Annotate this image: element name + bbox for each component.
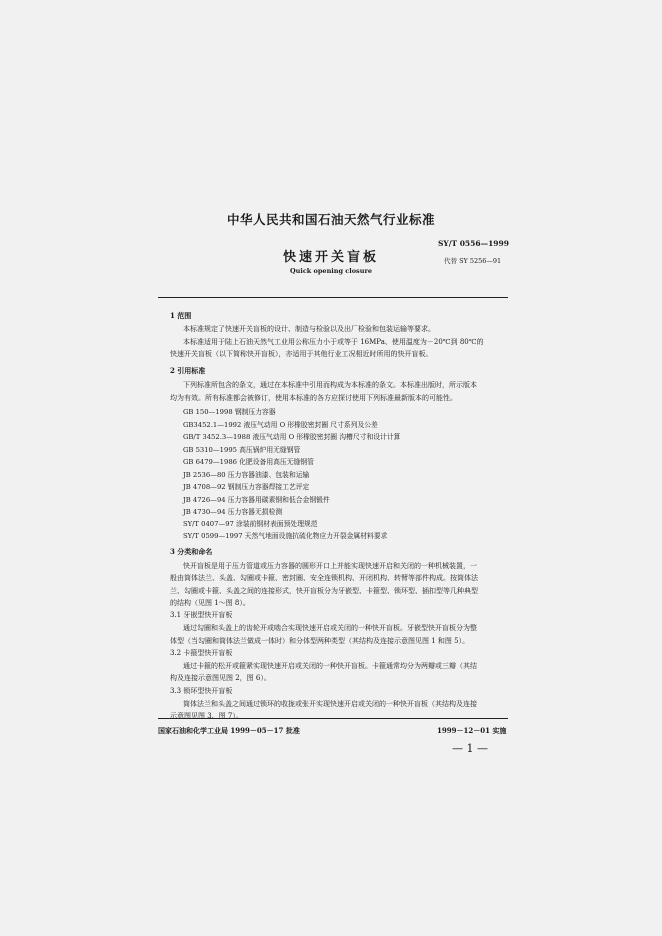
footer-divider	[158, 718, 508, 719]
section-3-paragraph: 兰、勾圈或卡箍、头盖之间的连接形式，快开盲板分为牙嵌型、卡箍型、锁环型、插扣型等几种典型	[170, 587, 478, 595]
reference-item: SY/T 0599—1997 天然气地面设施抗硫化物应力开裂金属材料要求	[183, 532, 388, 540]
subsection-3-1-paragraph: 体型（当勾圈和筒体法兰做成一体时）和分体型两种类型（其结构及连接示意图见图 1 和图 5）。	[170, 637, 470, 645]
reference-item: JB 4726—94 压力容器用碳素钢和低合金钢锻件	[183, 496, 330, 504]
reference-item: GB 5310—1995 高压锅炉用无缝钢管	[183, 446, 301, 454]
header-divider	[158, 297, 508, 298]
reference-item: JB 4708—92 钢制压力容器焊接工艺评定	[183, 483, 310, 491]
reference-item: GB/T 3452.3—1988 液压气动用 O 形橡胶密封圈 沟槽尺寸和设计计算	[183, 433, 401, 441]
section-3-paragraph: 的结构（见图 1～图 8）。	[170, 599, 250, 607]
section-3-paragraph: 般由筒体法兰、头盖、勾圈或卡箍、密封圈、安全连锁机构、开闭机构、转臂等部件构成。按筒体法	[170, 574, 478, 582]
subsection-3-2-paragraph: 通过卡箍的松开或箍紧实现快速开启或关闭的一种快开盲板。卡箍通常均分为两瓣或三瓣（其结	[183, 662, 477, 670]
subsection-3-1-paragraph: 通过勾圈和头盖上的齿轮开或啮合实现快速开启或关闭的一种快开盲板。牙嵌型快开盲板分为整	[183, 624, 477, 632]
reference-item: GB 150—1998 钢制压力容器	[183, 408, 276, 416]
replaces-standard: 代替 SY 5256—91	[444, 257, 502, 265]
section-1-paragraph: 本标准适用于陆上石油天然气工业用公称压力小于或等于 16MPa、使用温度为－20℃到 80℃的	[183, 338, 484, 346]
standard-organization: 中华人民共和国石油天然气行业标准	[226, 212, 435, 227]
document-title: 快速开关盲板	[282, 250, 379, 265]
section-2-heading: 2 引用标准	[170, 366, 206, 375]
section-1-heading: 1 范围	[170, 311, 192, 320]
subsection-3-2-paragraph: 构及连接示意图见图 2，图 6）。	[170, 674, 271, 682]
reference-item: JB 4730—94 压力容器无损检测	[183, 508, 283, 516]
section-3-heading: 3 分类和命名	[170, 547, 213, 556]
section-3-paragraph: 快开盲板是用于压力管道或压力容器的圆形开口上并能实现快速开启和关闭的一种机械装置，一	[183, 562, 477, 570]
approval-info: 国家石油和化学工业局 1999－05－17 批准	[158, 726, 300, 735]
reference-item: SY/T 0407—97 涂装前钢材表面预处理规范	[183, 520, 318, 528]
section-1-paragraph: 快速开关盲板（以下简称快开盲板），亦适用于其他行业工况相近时所用的快开盲板。	[170, 350, 433, 358]
section-2-paragraph: 下列标准所包含的条文，通过在本标准中引用而构成为本标准的条文。本标准出版时，所示版本	[183, 381, 477, 389]
subsection-3-1-heading: 3.1 牙嵌型快开盲板	[170, 611, 233, 619]
subsection-3-3-paragraph: 筒体法兰和头盖之间通过锁环的收拢或张开实现快速开启或关闭的一种快开盲板（其结构及连接	[183, 700, 477, 708]
reference-item: JB 2536—80 压力容器油漆、包装和运输	[183, 471, 310, 479]
subsection-3-3-paragraph: 示意图见图 3、图 7）。	[170, 712, 243, 720]
section-1-paragraph: 本标准规定了快速开关盲板的设计、制造与检验以及出厂检验和包装运输等要求。	[183, 325, 435, 333]
subsection-3-3-heading: 3.3 锁环型快开盲板	[170, 687, 233, 695]
reference-item: GB 6479—1986 化肥设备用高压无缝钢管	[183, 458, 314, 466]
subsection-3-2-heading: 3.2 卡箍型快开盲板	[170, 649, 233, 657]
page-number: — 1 —	[452, 742, 488, 755]
section-2-paragraph: 均为有效。所有标准都会被修订，使用本标准的各方应探讨使用下列标准最新版本的可能性。	[170, 394, 457, 402]
effective-date: 1999－12－01 实施	[437, 726, 507, 735]
english-title: Quick opening closure	[289, 267, 373, 275]
reference-item: GB3452.1—1992 液压气动用 O 形橡胶密封圈 尺寸系列及公差	[183, 421, 378, 429]
standard-number: SY/T 0556—1999	[438, 239, 509, 248]
